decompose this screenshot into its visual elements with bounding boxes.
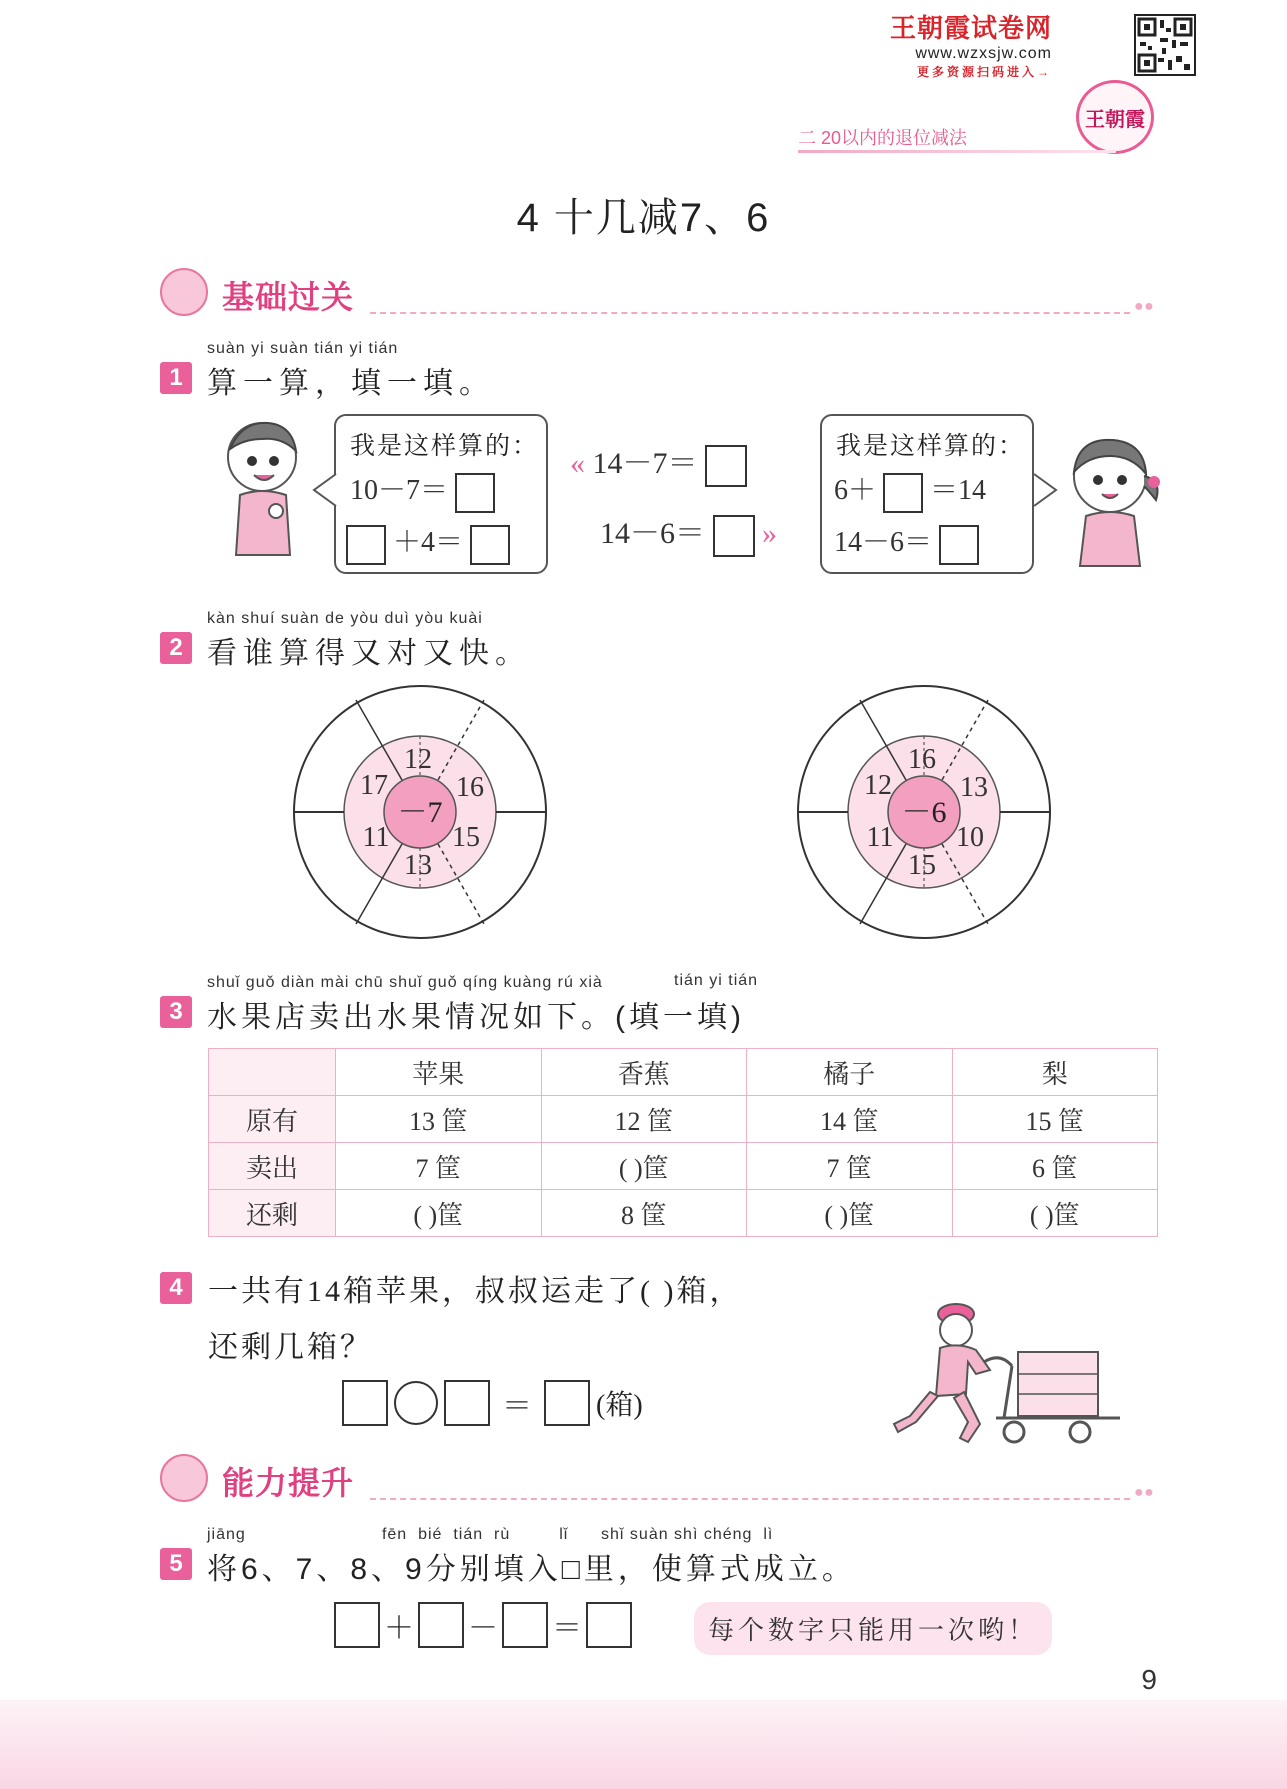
wheel2-number: 16 <box>908 744 936 775</box>
table-cell: 15 筐 <box>952 1096 1158 1143</box>
row-label: 还剩 <box>209 1190 336 1237</box>
table-cell: 14 筐 <box>747 1096 953 1143</box>
bubble-tail-right <box>1032 472 1058 508</box>
right-bubble-title: 我是这样算的： <box>836 433 1026 460</box>
answer-box[interactable] <box>586 1602 632 1648</box>
table-row <box>209 1096 1158 1143</box>
table-cell: 7 筐 <box>747 1143 953 1190</box>
section-divider <box>370 1498 1130 1500</box>
operator-circle[interactable] <box>394 1381 438 1425</box>
table-cell: 12 筐 <box>541 1096 747 1143</box>
right-bubble-eq1b: ＝14 <box>930 475 987 506</box>
chapter-heading: 二 20以内的退位减法 <box>798 128 968 148</box>
answer-box[interactable] <box>334 1602 380 1648</box>
wheel1-number: 13 <box>404 850 432 881</box>
q4-number: 4 <box>160 1272 192 1304</box>
brand-url[interactable]: www.wzxsjw.com <box>915 45 1052 62</box>
wheel1-number: 15 <box>452 822 480 853</box>
middle-eq2 <box>600 508 777 557</box>
arrow-right-icon: » <box>762 517 777 550</box>
q2-text: 看谁算得又对又快。 <box>207 637 531 670</box>
q3-pinyin-2: tián yi tián <box>674 972 759 989</box>
q3-number: 3 <box>160 996 192 1028</box>
table-cell-blank[interactable]: ( )筐 <box>952 1190 1158 1237</box>
answer-box[interactable] <box>444 1380 490 1426</box>
plus-sign: ＋ <box>384 1612 414 1645</box>
row-label: 原有 <box>209 1096 336 1143</box>
answer-box[interactable] <box>346 525 386 565</box>
left-bubble-title: 我是这样算的： <box>350 433 540 460</box>
hint-note: 每个数字只能用一次哟！ <box>694 1602 1052 1655</box>
grandma-avatar-icon <box>160 1454 208 1502</box>
section-divider <box>370 312 1130 314</box>
minus-sign: － <box>468 1612 498 1645</box>
table-cell-blank[interactable]: ( )筐 <box>541 1143 747 1190</box>
left-speech-bubble <box>334 414 548 574</box>
wheel1-number: 16 <box>456 772 484 803</box>
q1-number: 1 <box>160 362 192 394</box>
section-advanced-title: 能力提升 <box>222 1465 355 1501</box>
left-bubble-line2 <box>346 520 510 565</box>
right-speech-bubble <box>820 414 1034 574</box>
divider-dots: ● ● <box>1134 1484 1152 1501</box>
answer-box[interactable] <box>342 1380 388 1426</box>
wheel2-number: 13 <box>960 772 988 803</box>
table-header-cell: 苹果 <box>336 1049 542 1096</box>
table-row <box>209 1143 1158 1190</box>
qr-code-icon <box>1134 14 1196 76</box>
table-cell: 7 筐 <box>336 1143 542 1190</box>
left-bubble-eq2: ＋4＝ <box>393 527 464 558</box>
bubble-tail-left <box>312 472 338 508</box>
wheel1-center: －7 <box>397 796 443 829</box>
page-number: 9 <box>1141 1664 1157 1695</box>
right-bubble-eq1a: 6＋ <box>834 475 877 506</box>
right-bubble-line1 <box>834 468 986 513</box>
wheel2-center: －6 <box>901 796 947 829</box>
wheel-minus-7 <box>292 684 548 940</box>
table-cell: 6 筐 <box>952 1143 1158 1190</box>
equals-sign: ＝ <box>502 1390 532 1423</box>
bottom-decorative-band <box>0 1700 1287 1789</box>
q4-equation <box>342 1380 643 1426</box>
brand-seal-logo <box>1076 80 1154 154</box>
table-cell: 13 筐 <box>336 1096 542 1143</box>
right-bubble-line2 <box>834 520 979 565</box>
arrow-left-icon: « <box>570 447 585 480</box>
table-cell: 8 筐 <box>541 1190 747 1237</box>
fruit-table <box>208 1048 1158 1237</box>
q1-text: 算一算，填一填。 <box>207 367 495 400</box>
table-cell-blank[interactable]: ( )筐 <box>336 1190 542 1237</box>
answer-box[interactable] <box>470 525 510 565</box>
answer-box[interactable] <box>418 1602 464 1648</box>
wheel2-number: 11 <box>866 822 894 853</box>
left-bubble-line1 <box>350 468 495 513</box>
answer-box[interactable] <box>455 473 495 513</box>
middle-eq1 <box>570 438 747 487</box>
answer-box[interactable] <box>939 525 979 565</box>
q5-equation <box>334 1602 632 1648</box>
wheel1-number: 12 <box>404 744 432 775</box>
wheel2-number: 12 <box>864 770 892 801</box>
q3-pinyin: shuǐ guǒ diàn mài chū shuǐ guǒ qíng kuàng rú xià <box>207 974 603 991</box>
answer-box[interactable] <box>705 445 747 487</box>
chapter-underline <box>798 150 1116 153</box>
lesson-title: 4 十几减7、6 <box>516 196 771 240</box>
q1-pinyin: suàn yi suàn tián yi tián <box>207 340 399 357</box>
q3-text: 水果店卖出水果情况如下。(填一填) <box>207 1001 745 1034</box>
table-header-cell: 梨 <box>952 1049 1158 1096</box>
answer-box[interactable] <box>883 473 923 513</box>
brand-name: 王朝霞试卷网 <box>889 13 1052 43</box>
brand-block <box>890 8 1052 80</box>
boy-illustration <box>212 415 312 565</box>
seal-text: 王朝霞 <box>1085 108 1145 131</box>
brand-more: 更多资源扫码进入→ <box>916 65 1052 79</box>
wheel1-number: 11 <box>362 822 390 853</box>
table-header-cell: 香蕉 <box>541 1049 747 1096</box>
table-cell-blank[interactable]: ( )筐 <box>747 1190 953 1237</box>
q5-pinyin: jiāng fēn bié tián rù lǐ shǐ suàn shì chéng lì <box>207 1526 774 1543</box>
wheel-minus-6 <box>796 684 1052 940</box>
row-label: 卖出 <box>209 1143 336 1190</box>
answer-box[interactable] <box>502 1602 548 1648</box>
girl-illustration <box>1058 430 1168 570</box>
divider-dots: ● ● <box>1134 298 1152 315</box>
wheel2-number: 15 <box>908 850 936 881</box>
table-row <box>209 1190 1158 1237</box>
girl-avatar-icon <box>160 268 208 316</box>
wheel1-number: 17 <box>360 770 388 801</box>
left-bubble-eq1: 10－7＝ <box>350 475 449 506</box>
unit-label: (箱) <box>596 1390 643 1421</box>
answer-box[interactable] <box>713 515 755 557</box>
table-header-cell <box>209 1049 336 1096</box>
q2-number: 2 <box>160 632 192 664</box>
q5-number: 5 <box>160 1548 192 1580</box>
middle-eq2-text: 14－6＝ <box>600 517 705 550</box>
table-header-row <box>209 1049 1158 1096</box>
q4-line2: 还剩几箱？ <box>208 1331 373 1364</box>
q2-pinyin: kàn shuí suàn de yòu duì yòu kuài <box>207 610 483 627</box>
q5-text: 将6、7、8、9分别填入□里，使算式成立。 <box>207 1553 856 1586</box>
answer-box[interactable] <box>544 1380 590 1426</box>
right-bubble-eq2: 14－6＝ <box>834 527 933 558</box>
wheel2-number: 10 <box>956 822 984 853</box>
equals-sign: ＝ <box>552 1612 582 1645</box>
table-header-cell: 橘子 <box>747 1049 953 1096</box>
middle-eq1-text: 14－7＝ <box>592 447 698 480</box>
section-basic-title: 基础过关 <box>222 279 355 315</box>
q4-line1: 一共有14箱苹果，叔叔运走了( )箱， <box>208 1275 743 1308</box>
delivery-man-illustration <box>880 1292 1130 1452</box>
